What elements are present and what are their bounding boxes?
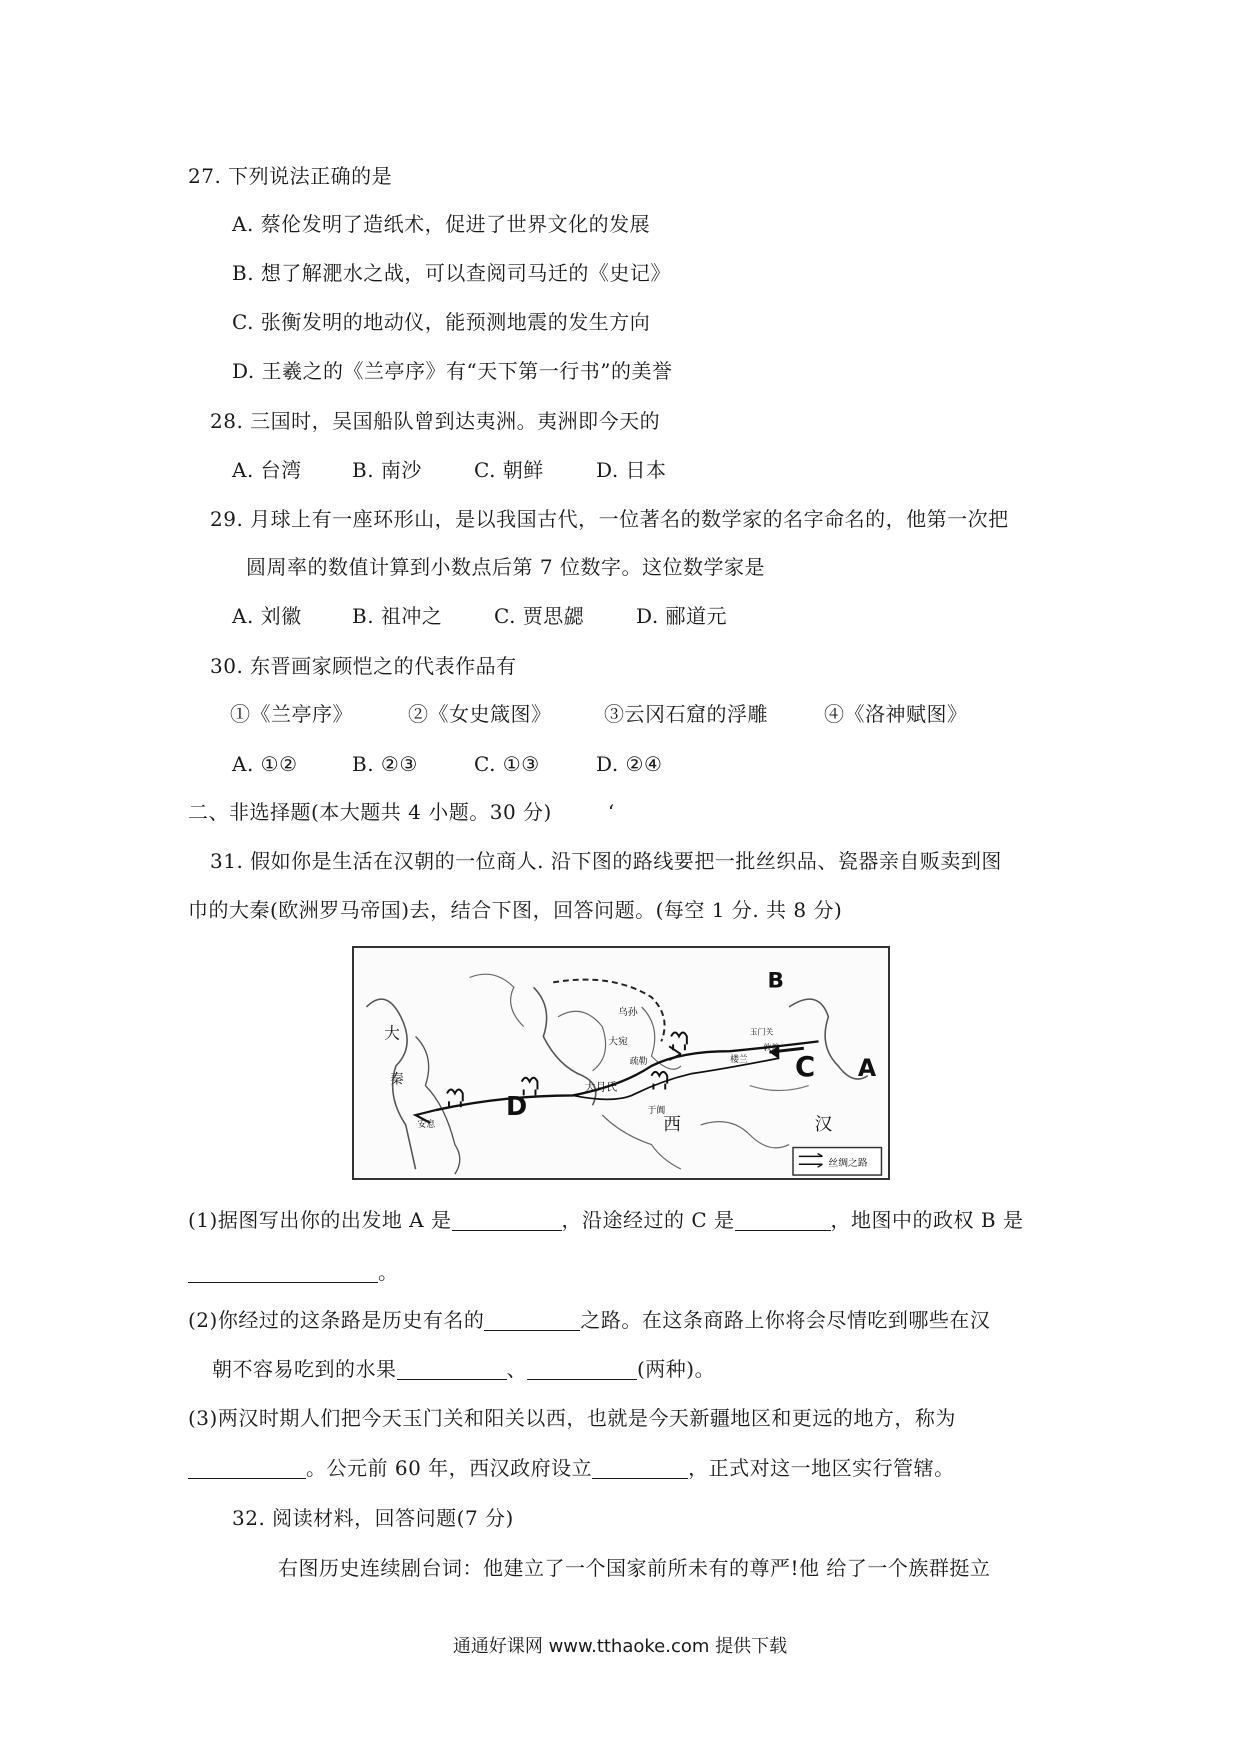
q29-options: [232, 602, 727, 630]
q31-part1-cont: [188, 1258, 399, 1286]
q28-option-d: D. 日本: [596, 458, 667, 482]
q31-part3: (3)两汉时期人们把今天玉门关和阳关以西，也就是今天新疆地区和更远的地方，称为: [188, 1406, 956, 1430]
q31-blank-region[interactable]: [188, 1458, 306, 1479]
q31-p2-text-d: 、: [506, 1357, 527, 1381]
q31-intro-line1: 31. 假如你是生活在汉朝的一位商人. 沿下图的路线要把一批丝织品、瓷器亲自贩卖到图: [210, 849, 1002, 873]
section2-heading-text: 二、非选择题(本大题共 4 小题。30 分): [188, 800, 552, 824]
map-northern-route: [553, 980, 664, 1042]
map-label-c: C: [794, 1050, 816, 1083]
map-legend-label: 丝绸之路: [828, 1158, 868, 1170]
q31-blank-a[interactable]: [452, 1210, 562, 1231]
q28-stem: 28. 三国时，吴国船队曾到达夷洲。夷洲即今天的: [210, 409, 661, 433]
map-label-anxi: 安息: [417, 1119, 436, 1130]
section2-heading: [188, 798, 615, 826]
page-footer: 通通好课网 www.tthaoke.com 提供下载: [452, 1636, 788, 1657]
map-silk-road-main: [435, 1041, 818, 1110]
map-label-xi: 西: [663, 1114, 681, 1135]
map-label-b: B: [767, 968, 784, 994]
map-river-east: [701, 1122, 789, 1148]
q32-text: 右图历史连续剧台词：他建立了一个国家前所未有的尊严!他 给了一个族群挺立: [278, 1556, 991, 1580]
q30-work-2: ②《女史箴图》: [408, 702, 552, 726]
silk-road-map-drawing: [354, 948, 888, 1178]
map-river-west: [416, 1036, 460, 1174]
map-label-da: 大: [384, 1023, 400, 1043]
q29-option-d: D. 郦道元: [636, 604, 728, 628]
section2-stray-mark: ‘: [607, 800, 615, 824]
q30-option-c: C. ①③: [474, 752, 540, 776]
q32-stem: 32. 阅读材料，回答问题(7 分): [232, 1506, 514, 1530]
q30-options: [232, 750, 662, 778]
map-label-han: 汉: [814, 1114, 833, 1135]
q31-part2-cont: [212, 1355, 715, 1383]
q31-blank-b[interactable]: [188, 1262, 378, 1283]
q29-stem-line2: 圆周率的数值计算到小数点后第 7 位数字。这位数学家是: [246, 555, 765, 579]
q27-stem: 27. 下列说法正确的是: [188, 164, 393, 188]
q29-option-c: C. 贾思勰: [494, 604, 585, 628]
q30-option-b: B. ②③: [352, 752, 418, 776]
q31-part3-cont: [188, 1454, 955, 1482]
map-coast-north: [470, 974, 524, 1026]
q31-p3-text-b: 。公元前 60 年，西汉政府设立: [306, 1456, 593, 1480]
q29-option-a: A. 刘徽: [232, 604, 302, 628]
map-label-dawan: 大宛: [608, 1036, 628, 1048]
q31-p2-text-b: 之路。在这条商路上你将会尽情吃到哪些在汉: [580, 1308, 991, 1332]
q31-p1-text-b: ，沿途经过的 C 是: [561, 1208, 735, 1232]
q28-option-a: A. 台湾: [232, 458, 302, 482]
q31-part2: [188, 1306, 990, 1334]
q30-work-1: ①《兰亭序》: [230, 702, 353, 726]
q31-blank-office[interactable]: [592, 1458, 688, 1479]
q30-work-3: ③云冈石窟的浮雕: [604, 702, 768, 726]
q30-stem: 30. 东晋画家顾恺之的代表作品有: [210, 654, 517, 678]
q29-option-b: B. 祖冲之: [352, 604, 443, 628]
map-aral: [558, 1011, 606, 1071]
map-label-d: D: [506, 1092, 528, 1123]
q31-p3-text-c: ，正式对这一地区实行管辖。: [688, 1456, 955, 1480]
map-label-qin: 秦: [390, 1071, 404, 1088]
map-hexi: [750, 1086, 809, 1091]
map-label-wusun: 乌孙: [618, 1006, 638, 1018]
q27-option-b: B. 想了解淝水之战，可以查阅司马迁的《史记》: [232, 261, 671, 285]
q31-p1-text-c: ，地图中的政权 B 是: [830, 1208, 1024, 1232]
q31-blank-c[interactable]: [735, 1210, 831, 1231]
map-label-a: A: [857, 1053, 877, 1082]
map-camel-icon: [447, 1090, 463, 1108]
q31-p2-text-c: 朝不容易吃到的水果: [212, 1357, 397, 1381]
map-label-yuezhi: 大月氏: [584, 1080, 618, 1094]
q31-intro-line2: 巾的大秦(欧洲罗马帝国)去，结合下图，回答问题。(每空 1 分. 共 8 分): [188, 898, 843, 922]
q27-option-d: D. 王羲之的《兰亭序》有“天下第一行书”的美誉: [232, 359, 673, 383]
q31-p1-end: 。: [378, 1260, 399, 1284]
map-label-yumen: 玉门关: [749, 1027, 774, 1037]
q31-blank-fruit1[interactable]: [397, 1359, 507, 1380]
silk-road-map: [352, 946, 890, 1180]
q30-option-a: A. ①②: [232, 752, 298, 776]
q28-options: [232, 456, 667, 484]
q31-part1: [188, 1206, 1023, 1234]
map-label-shule: 疏勒: [629, 1056, 648, 1067]
q30-option-d: D. ②④: [596, 752, 663, 776]
q31-blank-road[interactable]: [484, 1310, 580, 1331]
q29-stem-line1: 29. 月球上有一座环形山，是以我国古代，一位著名的数学家的名字命名的，他第一次把: [210, 507, 1009, 531]
q30-works: [230, 700, 968, 728]
q31-p2-text-a: (2)你经过的这条路是历史有名的: [188, 1308, 485, 1332]
q28-option-b: B. 南沙: [352, 458, 422, 482]
map-label-loulan: 楼兰: [730, 1055, 748, 1066]
q31-p2-text-e: (两种)。: [637, 1357, 716, 1381]
q27-option-c: C. 张衡发明的地动仪，能预测地震的发生方向: [232, 310, 651, 334]
map-river-central: [642, 1007, 681, 1069]
q31-p1-text-a: (1)据图写出你的出发地 A 是: [188, 1208, 452, 1232]
q27-option-a: A. 蔡伦发明了造纸术，促进了世界文化的发展: [232, 212, 651, 236]
q30-work-4: ④《洛神赋图》: [824, 702, 968, 726]
map-camel-icon: [671, 1033, 687, 1051]
map-label-dunhuang: 敦煌: [763, 1043, 780, 1053]
map-label-yutian: 于阗: [647, 1106, 666, 1117]
q31-blank-fruit2[interactable]: [527, 1359, 637, 1380]
q28-option-c: C. 朝鲜: [474, 458, 544, 482]
